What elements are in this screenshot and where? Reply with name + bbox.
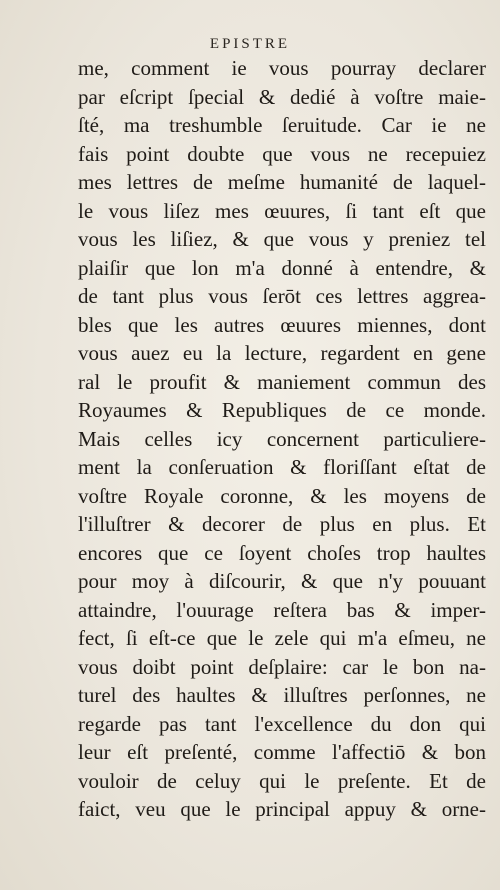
text-line: faict, veu que le principal appuy & orne- [78, 797, 486, 821]
text-line: vous doibt point deſplaire: car le bon na- [78, 654, 486, 679]
text-line: ment la conſeruation & floriſſant eſtat de [78, 455, 486, 479]
text-line: mes lettres de meſme humanité de laquel- [78, 170, 486, 194]
text-line: vouloir de celuy qui le preſente. Et de [78, 768, 486, 793]
text-line: encores que ce ſoyent choſes trop haultes [78, 540, 486, 565]
text-line: vous les liſiez, & que vous y preniez tel [78, 227, 486, 251]
text-line: ral le proufit & maniement commun des [78, 369, 486, 394]
text-line: leur eſt preſenté, comme l'affectiō & bon [78, 740, 486, 764]
text-line: voſtre Royale coronne, & les moyens de [78, 483, 486, 508]
text-line: plaiſir que lon m'a donné à entendre, & [78, 255, 486, 280]
text-line: turel des haultes & illuſtres perſonnes, ne [78, 683, 486, 707]
text-line: me, comment ie vous pourray declarer [78, 56, 486, 80]
text-line: bles que les autres œuures miennes, dont [78, 312, 486, 337]
text-line: l'illuſtrer & decorer de plus en plus. Et [78, 512, 486, 536]
running-head: EPISTRE [209, 36, 291, 52]
text-line: fect, ſi eſt-ce que le zele qui m'a eſmeu, ne [78, 626, 486, 650]
text-line: regarde pas tant l'excellence du don qui [78, 711, 486, 736]
text-line: le vous liſez mes œuures, ſi tant eſt que [78, 198, 486, 223]
text-line: Royaumes & Republiques de ce monde. [78, 398, 486, 422]
text-line: pour moy à diſcourir, & que n'y pouuant [78, 569, 486, 593]
text-line: par eſcript ſpecial & dedié à voſtre maie- [78, 84, 486, 109]
text-line: attaindre, l'ouurage reſtera bas & imper- [78, 597, 486, 622]
text-line: vous auez eu la lecture, regardent en gene [78, 341, 486, 365]
body-text [78, 54, 486, 824]
text-line: ſté, ma treshumble ſeruitude. Car ie ne [78, 113, 486, 137]
text-line: Mais celles icy concernent particuliere- [78, 426, 486, 451]
text-line: fais point doubte que vous ne recepuiez [78, 141, 486, 166]
text-line: de tant plus vous ſerōt ces lettres aggrea- [78, 284, 486, 308]
